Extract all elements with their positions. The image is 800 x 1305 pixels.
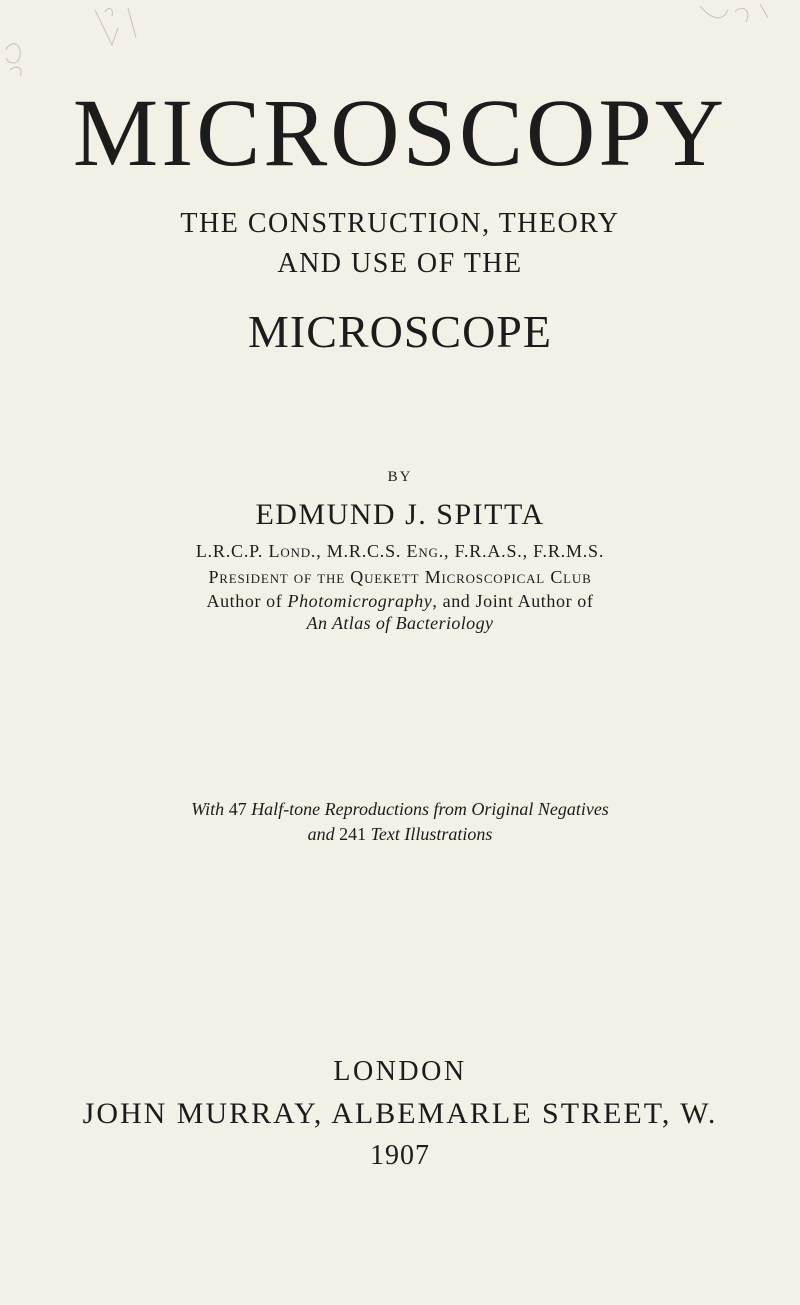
imprint-publisher: JOHN MURRAY, ALBEMARLE STREET, W. — [82, 1097, 718, 1130]
illustrations-line-1 — [0, 798, 800, 820]
text-illustration-count: 241 — [339, 824, 367, 844]
author-position: President of the Quekett Microscopical Club — [208, 567, 592, 587]
author-name: EDMUND J. SPITTA — [255, 498, 545, 531]
imprint-year: 1907 — [370, 1140, 430, 1171]
subtitle-line-1: THE CONSTRUCTION, THEORY — [180, 208, 620, 239]
joint-work: An Atlas of Bacteriology — [306, 613, 494, 633]
illustrations-prefix-1: With — [191, 799, 225, 819]
subtitle-line-3: MICROSCOPE — [248, 306, 552, 357]
illustrations-line-2 — [0, 823, 800, 845]
text-illustration-text: Text Illustrations — [370, 824, 493, 844]
authored-suffix: , and Joint Author of — [432, 591, 594, 611]
illustrations-prefix-2: and — [307, 824, 335, 844]
subtitle-line-2: AND USE OF THE — [277, 248, 523, 279]
author-works-line — [0, 590, 800, 612]
book-title: MICROSCOPY — [72, 79, 728, 186]
by-label: BY — [387, 469, 413, 485]
authored-work: Photomicrography — [287, 591, 433, 611]
halftone-text: Half-tone Reproductions from Original Negatives — [251, 799, 609, 819]
imprint-city: LONDON — [333, 1056, 467, 1087]
author-credentials: L.R.C.P. Lond., M.R.C.S. Eng., F.R.A.S., F.R.M.S. — [195, 541, 605, 561]
authored-prefix: Author of — [206, 591, 288, 611]
halftone-count: 47 — [228, 799, 247, 819]
